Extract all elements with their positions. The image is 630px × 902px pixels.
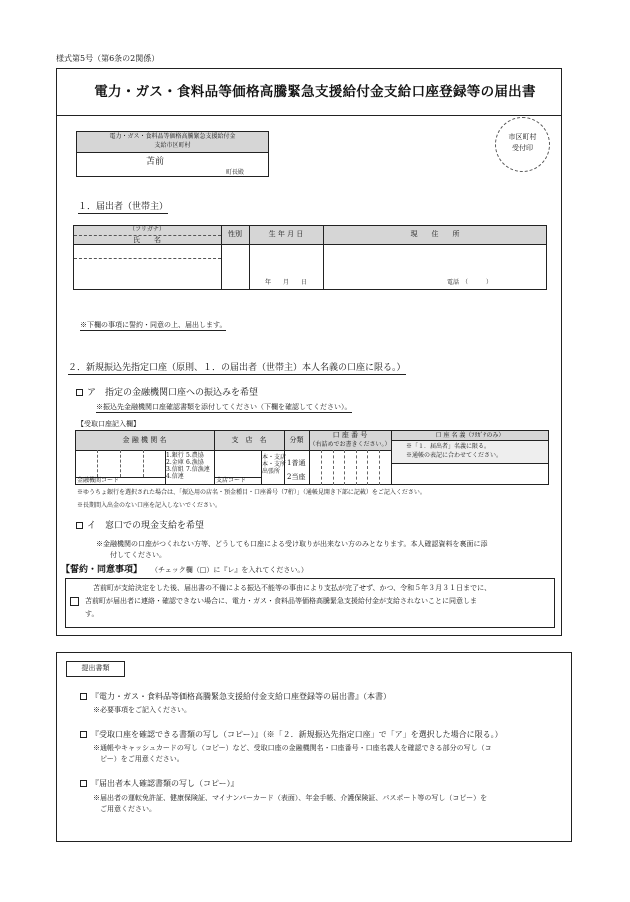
consent-note: ※下欄の事項に誓約・同意の上、届出します。 bbox=[80, 321, 227, 329]
doc-item1-checkbox[interactable] bbox=[80, 693, 87, 700]
pledge-checkbox[interactable] bbox=[70, 597, 79, 606]
bank-code-label: 金融機関コード bbox=[77, 477, 120, 484]
name-label: 氏 名 bbox=[133, 236, 161, 244]
account-table-label: 【受取口座記入欄】 bbox=[77, 420, 140, 428]
doc-item3-note2: ご用意ください。 bbox=[100, 805, 156, 813]
doc-item3-note1: ※届出者の運転免許証、健康保険証、マイナンバーカード（表面）、年金手帳、介護保険証、パスポート等の写し（コピー）を bbox=[93, 794, 488, 802]
col-holder: 口 座 名 義（ﾌﾘｶﾞﾅのみ） bbox=[435, 432, 505, 439]
doc-item1-note: ※必要事項をご記入ください。 bbox=[93, 706, 191, 714]
recipient-town: 苫前 bbox=[146, 157, 165, 167]
pledge-instruction: （チェック欄（□）に『レ』を入れてください。） bbox=[151, 566, 308, 574]
option-a: ア 指定の金融機関口座への振込みを希望 bbox=[76, 389, 258, 398]
sex-label: 性別 bbox=[228, 230, 242, 238]
col-bank: 金 融 機 関 名 bbox=[122, 436, 167, 444]
option-a-checkbox[interactable] bbox=[76, 389, 83, 396]
title-divider bbox=[56, 115, 562, 116]
doc-item3-checkbox[interactable] bbox=[80, 780, 87, 787]
phone-label: 電話 （ ） bbox=[447, 279, 493, 286]
recipient-line2: 支給市区町村 bbox=[154, 142, 191, 149]
holder-note1: ※「１．届出者」名義に限る。 bbox=[406, 443, 491, 450]
holder-note2: ※通帳の表記に合わせてください。 bbox=[406, 452, 503, 459]
doc-item3: 『届出者本人確認書類の写し（コピー）』 bbox=[80, 780, 239, 788]
birth-label: 生 年 月 日 bbox=[268, 230, 304, 238]
pledge-line2: 苫前町が届出者に連絡・確認できない場合に、電力・ガス・食料品等価格高騰緊急支援給付金が支給されないことに同意しま bbox=[85, 597, 477, 605]
birth-ymd: 年 月 日 bbox=[264, 279, 307, 286]
option-i: イ 窓口での現金支給を希望 bbox=[76, 522, 204, 531]
doc-item1: 『電力・ガス・食料品等価格高騰緊急支援給付金支給口座登録等の届出書』（本書） bbox=[80, 693, 391, 701]
doc-item2-checkbox[interactable] bbox=[80, 731, 87, 738]
col-number-sub: （右詰めでお書きください。） bbox=[309, 441, 391, 448]
documents-label: 提出書類 bbox=[81, 664, 110, 672]
recipient-suffix: 町長殿 bbox=[226, 169, 245, 176]
page-title: 電力・ガス・食料品等価格高騰緊急支援給付金支給口座登録等の届出書 bbox=[94, 84, 536, 100]
option-i-checkbox[interactable] bbox=[76, 522, 83, 529]
col-number: 口 座 番 号 bbox=[332, 431, 368, 439]
pledge-heading: 【誓約・同意事項】 bbox=[61, 565, 143, 575]
stamp-line1: 市区町村 bbox=[508, 133, 537, 141]
furigana-label: （フリガナ） bbox=[129, 226, 165, 233]
section1-heading: １．届出者（世帯主） bbox=[78, 202, 169, 212]
yucho-note: ※ゆうちょ銀行を選択された場合は、「振込用の店名・預金種目・口座番号（7桁）」（通帳見開き下部に記載）をご記入ください。 bbox=[77, 489, 426, 496]
option-a-note: ※振込先金融機関口座確認書類を添付してください（下欄を確認してください）。 bbox=[96, 403, 352, 411]
option-i-note1: ※金融機関の口座がつくれない方等、どうしても口座による受け取りが出来ない方のみとなります。本人確認資料を裏面に添 bbox=[96, 540, 488, 548]
col-type: 分類 bbox=[289, 436, 304, 444]
col-branch: 支 店 名 bbox=[231, 436, 267, 444]
option-i-note2: 付してください。 bbox=[110, 551, 166, 559]
branch-code-label: 支店コード bbox=[216, 477, 247, 484]
doc-item2: 『受取口座を確認できる書類の写し（コピー）』（※「２．新規振込先指定口座」で「ア」を選択した場合に限る。） bbox=[80, 731, 503, 739]
longterm-note: ※長期間入出金のない口座を記入しないでください。 bbox=[77, 502, 222, 509]
address-label: 現 住 所 bbox=[410, 230, 460, 238]
doc-item2-note2: ピー）をご用意ください。 bbox=[100, 755, 184, 763]
section2-heading: ２．新規振込先指定口座（原則、１．の届出者（世帯主）本人名義の口座に限る。） bbox=[68, 363, 406, 373]
form-number: 様式第5号（第6条の2関係） bbox=[56, 54, 160, 63]
pledge-line1: 苫前町が支給決定をした後、届出書の不備による振込不能等の事由により支払が完了せず、かつ、令和５年３月３１日までに、 bbox=[93, 584, 492, 592]
recipient-line1: 電力・ガス・食料品等価格高騰緊急支援給付金 bbox=[109, 133, 236, 140]
doc-item2-note1: ※通帳やキャッシュカードの写し（コピー）など、受取口座の金融機関名・口座番号・口座名義人を確認できる部分の写し（コ bbox=[93, 744, 492, 752]
stamp-line2: 受付印 bbox=[512, 144, 533, 152]
pledge-line3: す。 bbox=[85, 610, 99, 618]
